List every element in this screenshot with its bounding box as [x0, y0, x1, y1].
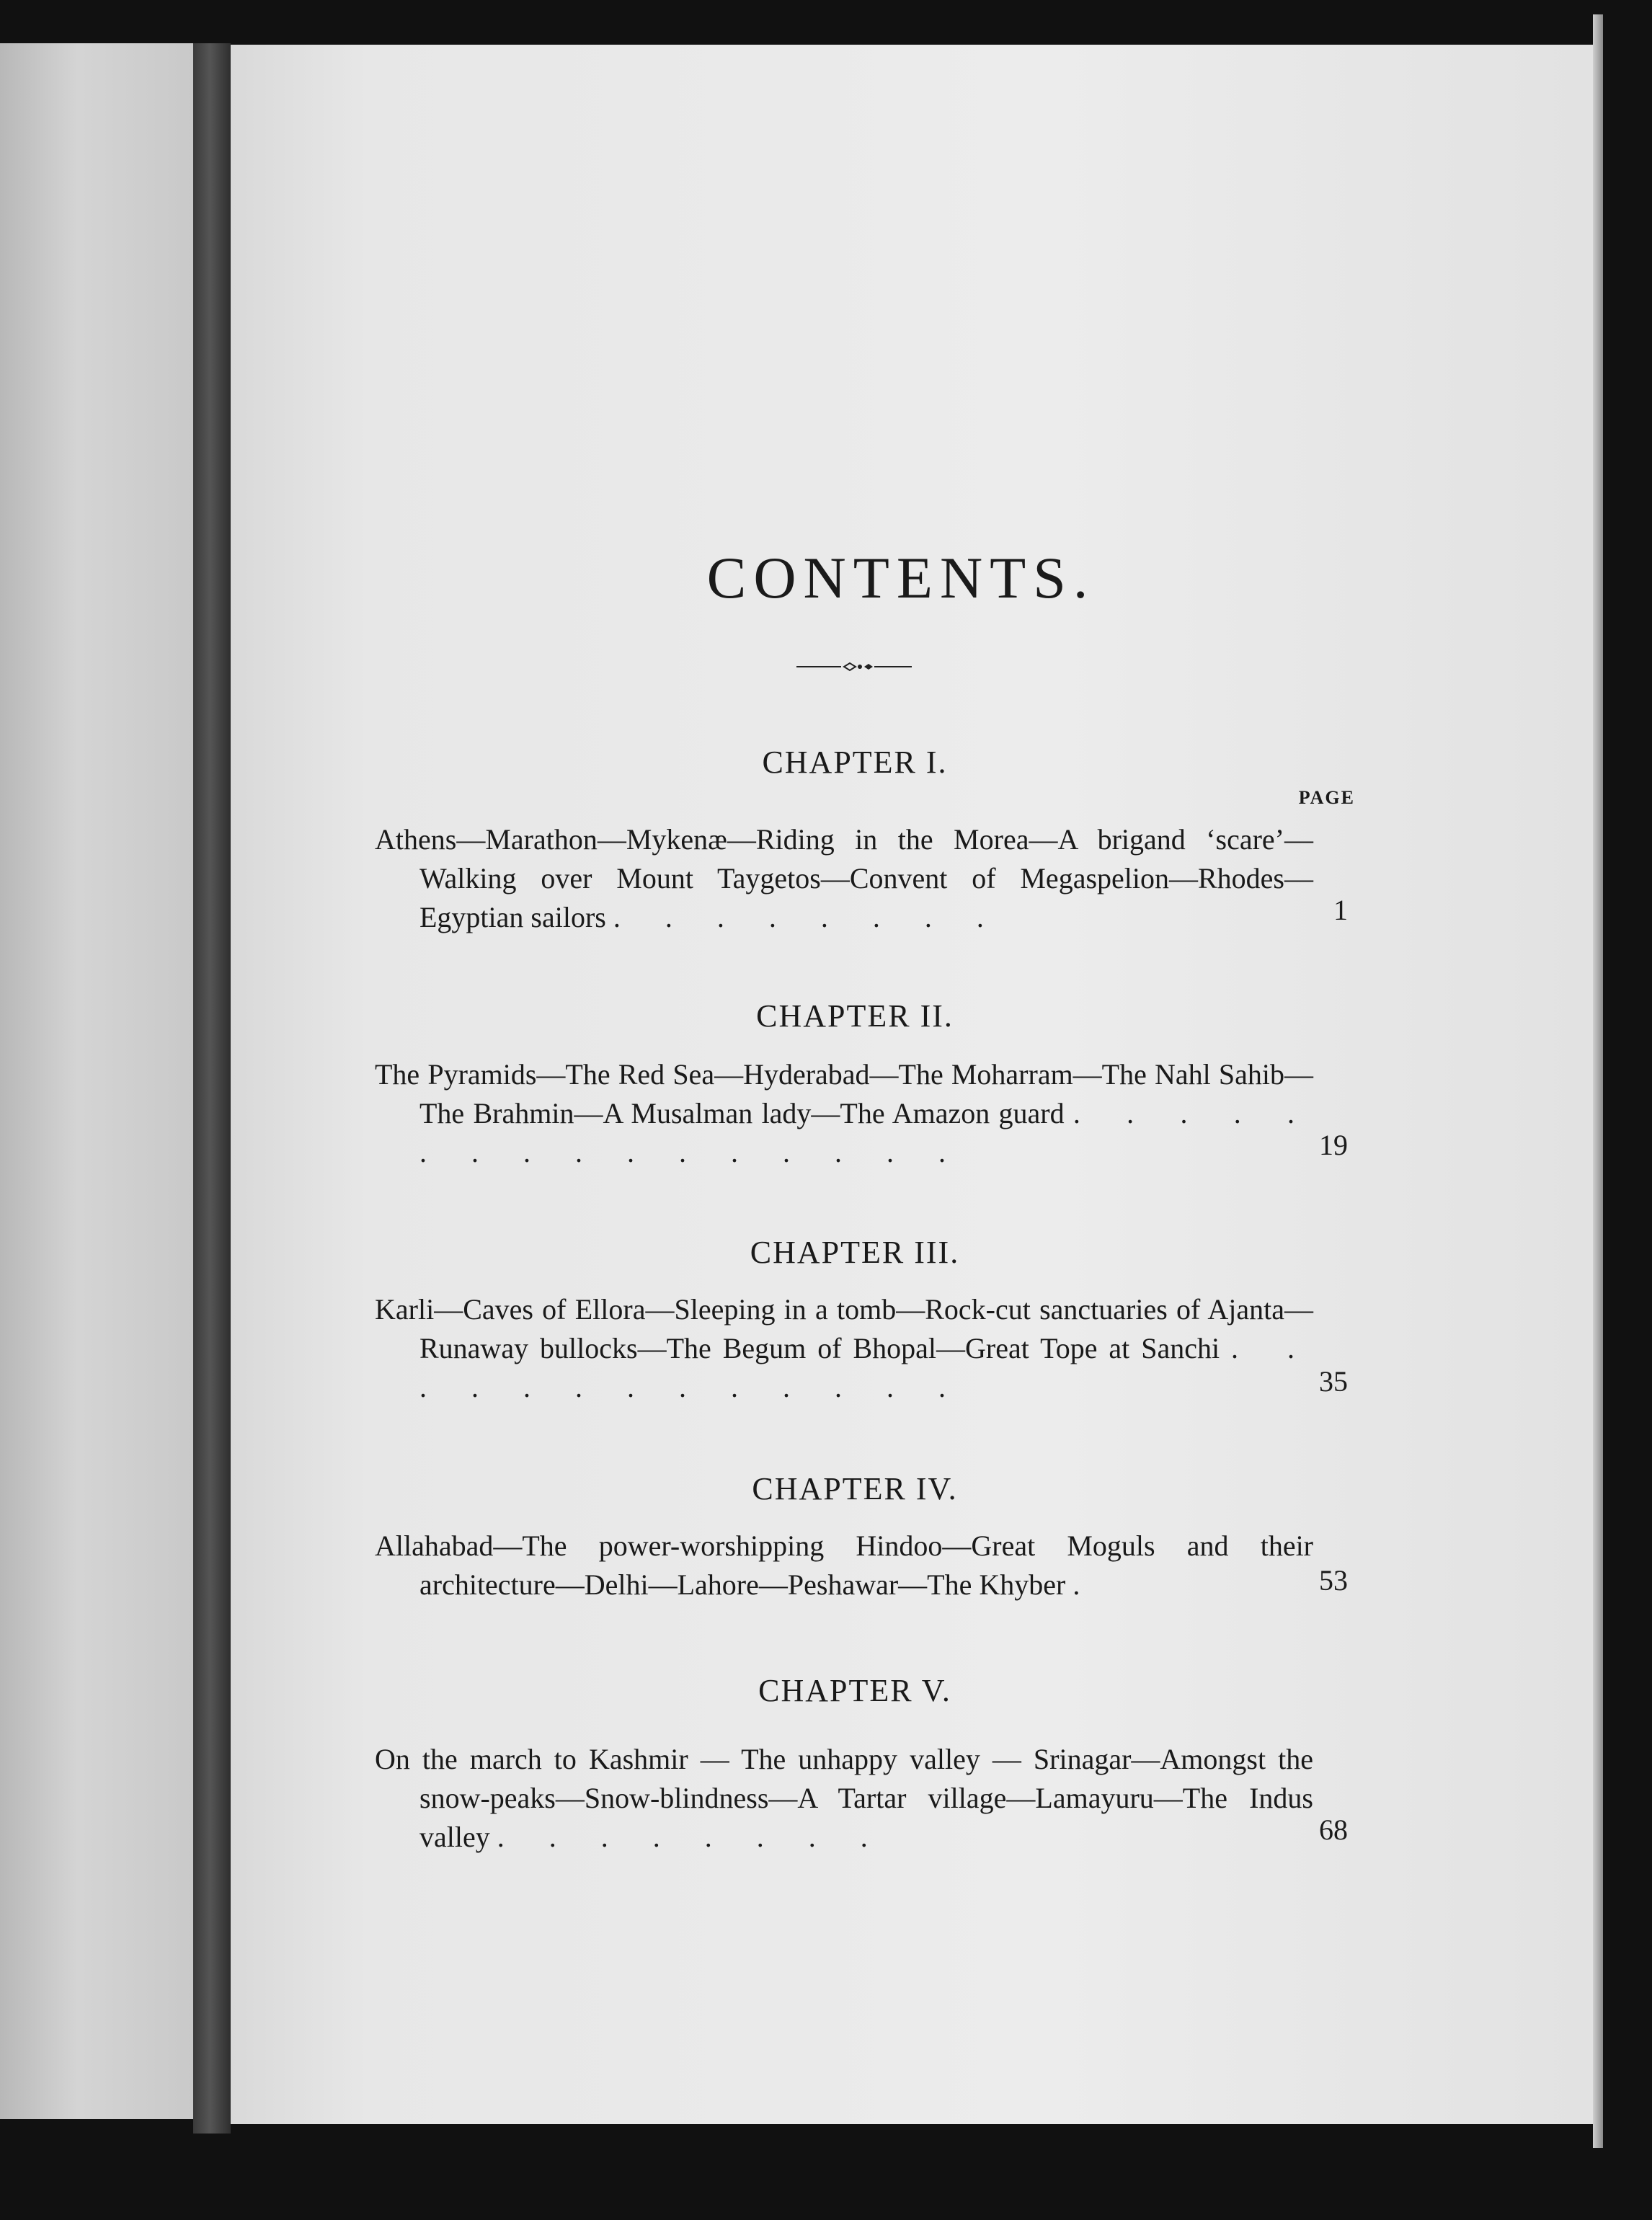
page-number-1: 1 [1333, 894, 1348, 926]
book-gutter [193, 43, 231, 2134]
dot-leader: . . . . . . . . . . . . . . . . [419, 1097, 1314, 1168]
page-number-5: 68 [1319, 1813, 1348, 1846]
chapter-heading-3: CHAPTER III. [750, 1235, 960, 1270]
chapter-heading-1: CHAPTER I. [762, 745, 948, 780]
chapter-heading-5: CHAPTER V. [758, 1673, 951, 1708]
title-ornament [796, 660, 912, 674]
page-column-header: PAGE [1298, 787, 1355, 808]
chapter-summary-4 [375, 1527, 1313, 1604]
page-number-4: 53 [1319, 1564, 1348, 1597]
page-number-2: 19 [1319, 1129, 1348, 1161]
dot-leader: . [1073, 1568, 1099, 1601]
page-title: CONTENTS. [706, 545, 1096, 610]
dot-leader: . . . . . . . . . . . . . [419, 1332, 1313, 1403]
chapter-heading-4: CHAPTER IV. [752, 1471, 958, 1506]
chapter-summary-text: On the march to Kashmir — The unhappy valley — Srinagar—Amongst the snow-peaks—Snow-blindness—A Tartar village—Lamayuru—The Indus valley [375, 1743, 1313, 1853]
chapter-summary-3 [375, 1290, 1313, 1407]
chapter-summary-text: The Pyramids—The Red Sea—Hyderabad—The Moharram—The Nahl Sahib—The Brahmin—A Musalman lady—The Amazon guard [375, 1058, 1313, 1129]
chapter-summary-text: Karli—Caves of Ellora—Sleeping in a tomb—Rock-cut sanctuaries of Ajanta—Runaway bullocks—The Begum of Bhopal—Great Tope at Sanchi [375, 1293, 1313, 1364]
chapter-summary-text: Allahabad—The power-worshipping Hindoo—Great Moguls and their architecture—Delhi—Lahore—Peshawar—The Khyber [375, 1529, 1313, 1601]
chapter-summary-5 [375, 1740, 1313, 1857]
ornament-divider-icon [796, 660, 912, 674]
page-number-3: 35 [1319, 1365, 1348, 1398]
facing-page [0, 43, 193, 2119]
dot-leader: . . . . . . . . [613, 901, 1003, 933]
chapter-summary-2 [375, 1055, 1313, 1172]
page-edge [1593, 14, 1603, 2148]
chapter-summary-1 [375, 820, 1313, 937]
dot-leader: . . . . . . . . [497, 1821, 887, 1853]
chapter-summary-text: Athens—Marathon—Mykenæ—Riding in the Morea—A brigand ‘scare’—Walking over Mount Taygetos—Convent of Megaspelion—Rhodes—Egyptian sailors [375, 823, 1313, 933]
chapter-heading-2: CHAPTER II. [756, 998, 954, 1034]
